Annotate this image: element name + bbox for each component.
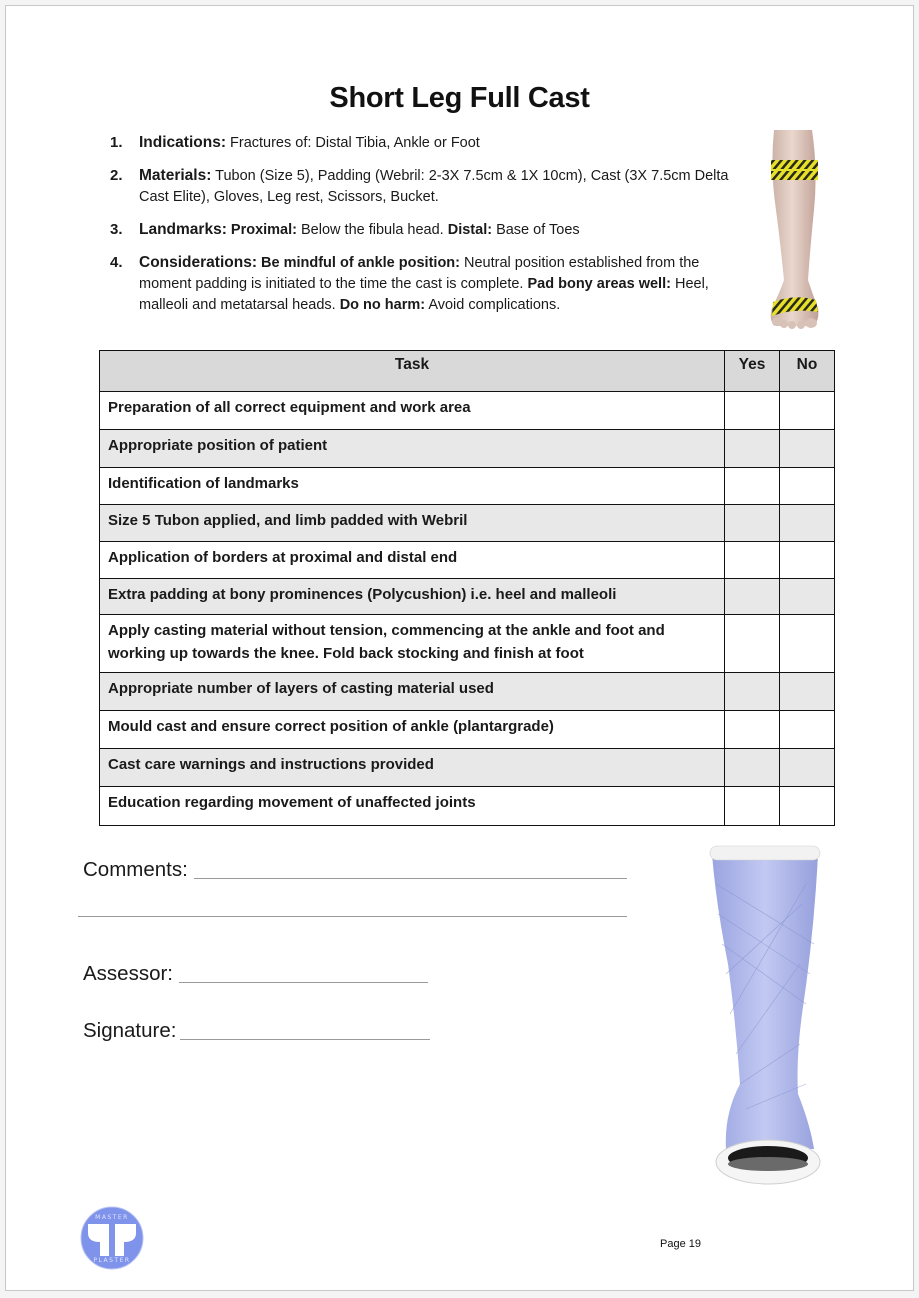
signature-label: Signature: [83,1019,177,1042]
no-checkbox-cell[interactable] [780,615,835,673]
task-cell: Appropriate number of layers of casting material used [100,673,725,711]
column-header-yes: Yes [725,351,780,392]
table-row [100,615,835,673]
item-text: Neutral position established from the moment padding is initiated to the time the cast is complete. [139,255,700,292]
column-header-no: No [780,351,835,392]
yes-checkbox-cell[interactable] [725,579,780,615]
signature-field[interactable] [180,1039,430,1040]
table-row [100,787,835,826]
yes-checkbox-cell[interactable] [725,787,780,826]
table-row [100,430,835,468]
yes-checkbox-cell[interactable] [725,711,780,749]
intro-list [110,132,750,327]
table-row [100,749,835,787]
svg-text:MASTER: MASTER [95,1214,129,1221]
assessor-label: Assessor: [83,962,173,985]
yes-checkbox-cell[interactable] [725,673,780,711]
task-cell: Appropriate position of patient [100,430,725,468]
intro-item-considerations [110,252,750,316]
task-cell: Size 5 Tubon applied, and limb padded with Webril [100,505,725,542]
item-number: 1. [110,134,123,151]
item-text: Base of Toes [492,222,580,238]
item-bold-text: Do no harm: [335,297,426,313]
comments-field-line-1[interactable] [194,878,627,879]
svg-text:PLASTER: PLASTER [93,1257,131,1264]
yes-checkbox-cell[interactable] [725,505,780,542]
yes-checkbox-cell[interactable] [725,392,780,430]
item-text: Heel, malleoli and metatarsal heads. [139,276,709,313]
master-plaster-logo [80,1206,144,1270]
table-row [100,505,835,542]
no-checkbox-cell[interactable] [780,468,835,505]
no-checkbox-cell[interactable] [780,749,835,787]
item-bold-text: Proximal: [226,222,297,238]
item-number: 3. [110,221,123,238]
task-cell: Extra padding at bony prominences (Polycushion) i.e. heel and malleoli [100,579,725,615]
item-number: 2. [110,167,123,184]
item-label: Considerations: [139,254,257,271]
page-number: Page 19 [660,1238,701,1250]
no-checkbox-cell[interactable] [780,787,835,826]
table-row [100,673,835,711]
no-checkbox-cell[interactable] [780,430,835,468]
table-header-row [100,351,835,392]
assessment-table [99,350,835,826]
item-label: Landmarks: [139,221,227,238]
task-cell: Apply casting material without tension, commencing at the ankle and foot and working up towards the knee. Fold back stocking and finish at foot [100,615,725,673]
item-text: Tubon (Size 5), Padding (Webril: 2-3X 7.5cm & 1X 10cm), Cast (3X 7.5cm Delta Cast Elite), Gloves, Leg rest, Scissors, Bucket. [139,168,729,205]
comments-label: Comments: [83,858,188,881]
intro-item-landmarks [110,219,750,241]
column-header-task: Task [100,351,725,392]
item-text: Below the fibula head. [296,222,444,238]
table-row [100,468,835,505]
table-row [100,542,835,579]
yes-checkbox-cell[interactable] [725,430,780,468]
yes-checkbox-cell[interactable] [725,468,780,505]
item-text: Fractures of: Distal Tibia, Ankle or Foot [225,135,480,151]
yes-checkbox-cell[interactable] [725,615,780,673]
document-page [5,5,914,1291]
no-checkbox-cell[interactable] [780,579,835,615]
table-row [100,579,835,615]
item-bold-text: Be mindful of ankle position: [256,255,460,271]
task-cell: Mould cast and ensure correct position of ankle (plantargrade) [100,711,725,749]
no-checkbox-cell[interactable] [780,505,835,542]
task-cell: Education regarding movement of unaffected joints [100,787,725,826]
task-cell: Identification of landmarks [100,468,725,505]
short-leg-cast-illustration [706,844,826,1194]
item-bold-text: Distal: [443,222,493,238]
task-cell: Preparation of all correct equipment and work area [100,392,725,430]
intro-item-indications [110,132,750,154]
table-row [100,392,835,430]
task-cell: Cast care warnings and instructions provided [100,749,725,787]
item-bold-text: Pad bony areas well: [523,276,671,292]
no-checkbox-cell[interactable] [780,392,835,430]
yes-checkbox-cell[interactable] [725,542,780,579]
leg-landmarks-illustration [766,130,826,330]
item-label: Materials: [139,167,212,184]
item-label: Indications: [139,134,226,151]
table-row [100,711,835,749]
no-checkbox-cell[interactable] [780,673,835,711]
comments-field-line-2[interactable] [78,916,627,917]
no-checkbox-cell[interactable] [780,711,835,749]
item-text: Avoid complications. [425,297,561,313]
page-title: Short Leg Full Cast [329,82,590,114]
no-checkbox-cell[interactable] [780,542,835,579]
assessor-field[interactable] [179,982,428,983]
item-number: 4. [110,254,123,271]
intro-item-materials [110,165,750,208]
yes-checkbox-cell[interactable] [725,749,780,787]
task-cell: Application of borders at proximal and distal end [100,542,725,579]
